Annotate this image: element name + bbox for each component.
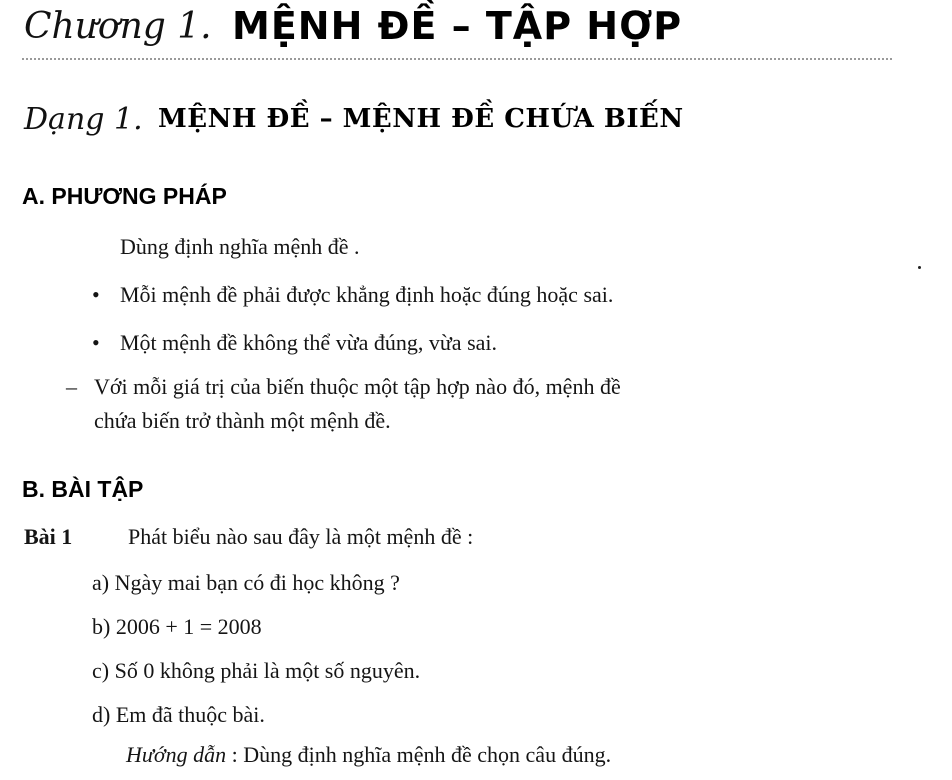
option-b: b) 2006 + 1 = 2008 — [92, 614, 262, 639]
scan-noise-divider — [22, 58, 892, 60]
method-intro: Dùng định nghĩa mệnh đề . — [120, 234, 360, 259]
hint-label: Hướng dẫn — [126, 742, 227, 767]
bullet-icon: • — [92, 330, 100, 355]
dash-icon: – — [66, 374, 77, 399]
hint-line — [126, 742, 611, 768]
option-a: a) Ngày mai bạn có đi học không ? — [92, 570, 400, 595]
option-d: d) Em đã thuộc bài. — [92, 702, 265, 727]
option-c: c) Số 0 không phải là một số nguyên. — [92, 658, 421, 683]
method-bullet-2: Một mệnh đề không thể vừa đúng, vừa sai. — [120, 330, 498, 355]
exercises-heading: B. BÀI TẬP — [22, 476, 144, 502]
chapter-title: MỆNH ĐỀ – TẬP HỢP — [232, 4, 683, 48]
method-bullet-1: Mỗi mệnh đề phải được khẳng định hoặc đúng hoặc sai. — [120, 282, 614, 307]
section-label: Dạng 1. — [24, 102, 143, 137]
section-title: MỆNH ĐỀ – MỆNH ĐỀ CHỨA BIẾN — [158, 104, 684, 134]
problem-text: Phát biểu nào sau đây là một mệnh đề : — [128, 524, 474, 549]
hint-text: : Dùng định nghĩa mệnh đề chọn câu đúng. — [226, 742, 612, 767]
method-dash-line-1: Với mỗi giá trị của biến thuộc một tập hợp nào đó, mệnh đề — [94, 374, 621, 399]
bullet-icon: • — [92, 282, 100, 307]
method-dash-line-2: chứa biến trở thành một mệnh đề. — [94, 408, 391, 433]
method-heading: A. PHƯƠNG PHÁP — [22, 183, 227, 209]
problem-label: Bài 1 — [24, 524, 73, 549]
scan-speck — [918, 266, 921, 269]
chapter-label: Chương 1. — [24, 6, 212, 47]
